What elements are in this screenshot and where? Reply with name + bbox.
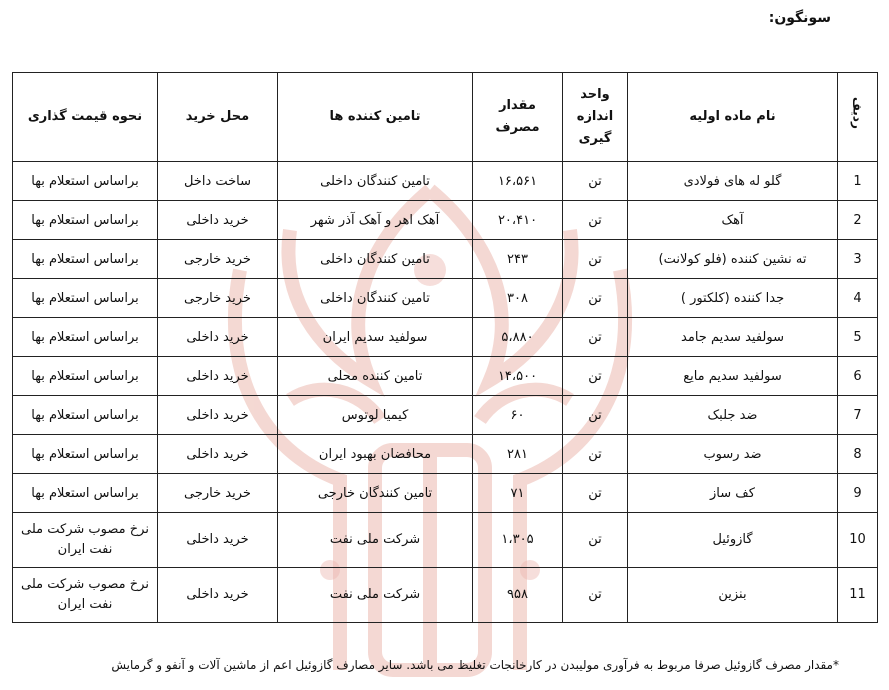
material-cell: سولفید سدیم مایع: [628, 357, 838, 396]
material-cell: آهک: [628, 201, 838, 240]
pricing-cell: براساس استعلام بها: [13, 396, 158, 435]
unit-cell: تن: [563, 568, 628, 623]
supplier-cell: محافضان بهبود ایران: [278, 435, 473, 474]
pricing-cell: نرخ مصوب شرکت ملی نفت ایران: [13, 513, 158, 568]
supplier-cell: تامین کنندگان داخلی: [278, 162, 473, 201]
table-row: [13, 279, 878, 318]
material-cell: ته نشین کننده (فلو کولانت): [628, 240, 838, 279]
unit-cell: تن: [563, 396, 628, 435]
material-cell: جدا کننده (کلکتور ): [628, 279, 838, 318]
unit-cell: تن: [563, 201, 628, 240]
unit-cell: تن: [563, 474, 628, 513]
row-number-cell: 5: [838, 318, 878, 357]
supplier-cell: شرکت ملی نفت: [278, 513, 473, 568]
header-row-number: ردیف: [838, 73, 878, 162]
table-row: [13, 240, 878, 279]
amount-cell: ۶۰: [473, 396, 563, 435]
table-row: [13, 435, 878, 474]
material-cell: گلو له های فولادی: [628, 162, 838, 201]
table-row: [13, 474, 878, 513]
material-cell: کف ساز: [628, 474, 838, 513]
unit-cell: تن: [563, 513, 628, 568]
place-cell: خرید داخلی: [158, 357, 278, 396]
amount-cell: ۱۶،۵۶۱: [473, 162, 563, 201]
pricing-cell: براساس استعلام بها: [13, 357, 158, 396]
pricing-cell: براساس استعلام بها: [13, 474, 158, 513]
supplier-cell: کیمیا لوتوس: [278, 396, 473, 435]
row-number-cell: 2: [838, 201, 878, 240]
amount-cell: ۷۱: [473, 474, 563, 513]
material-cell: بنزین: [628, 568, 838, 623]
unit-cell: تن: [563, 357, 628, 396]
amount-cell: ۲۸۱: [473, 435, 563, 474]
amount-cell: ۵،۸۸۰: [473, 318, 563, 357]
amount-cell: ۱۴،۵۰۰: [473, 357, 563, 396]
table-row: [13, 357, 878, 396]
material-cell: ضد جلبک: [628, 396, 838, 435]
header-pricing: نحوه قیمت گذاری: [13, 73, 158, 162]
table-row: [13, 568, 878, 623]
pricing-cell: براساس استعلام بها: [13, 162, 158, 201]
place-cell: خرید داخلی: [158, 568, 278, 623]
amount-cell: ۲۴۳: [473, 240, 563, 279]
header-place: محل خرید: [158, 73, 278, 162]
place-cell: خرید داخلی: [158, 201, 278, 240]
unit-cell: تن: [563, 318, 628, 357]
table-row: [13, 201, 878, 240]
unit-cell: تن: [563, 279, 628, 318]
amount-cell: ۹۵۸: [473, 568, 563, 623]
row-number-cell: 1: [838, 162, 878, 201]
supplier-cell: شرکت ملی نفت: [278, 568, 473, 623]
pricing-cell: براساس استعلام بها: [13, 240, 158, 279]
row-number-cell: 11: [838, 568, 878, 623]
place-cell: خرید داخلی: [158, 318, 278, 357]
row-number-cell: 10: [838, 513, 878, 568]
pricing-cell: براساس استعلام بها: [13, 201, 158, 240]
pricing-cell: براساس استعلام بها: [13, 435, 158, 474]
supplier-cell: تامین کنندگان خارجی: [278, 474, 473, 513]
supplier-cell: تامین کننده محلی: [278, 357, 473, 396]
place-cell: خرید داخلی: [158, 435, 278, 474]
pricing-cell: براساس استعلام بها: [13, 318, 158, 357]
amount-cell: ۱،۳۰۵: [473, 513, 563, 568]
pricing-cell: نرخ مصوب شرکت ملی نفت ایران: [13, 568, 158, 623]
material-cell: سولفید سدیم جامد: [628, 318, 838, 357]
supplier-cell: آهک اهر و آهک آذر شهر: [278, 201, 473, 240]
footnote: *مقدار مصرف گازوئیل صرفا مربوط به فرآوری مولیبدن در کارخانجات تغلیظ می باشد. سایر مصارف گازوئیل اعم از ماشین آلات و آنفو و گرمایش: [111, 658, 839, 672]
place-cell: خرید خارجی: [158, 279, 278, 318]
row-number-cell: 8: [838, 435, 878, 474]
amount-cell: ۲۰،۴۱۰: [473, 201, 563, 240]
row-number-cell: 7: [838, 396, 878, 435]
row-number-cell: 9: [838, 474, 878, 513]
place-cell: خرید خارجی: [158, 474, 278, 513]
unit-cell: تن: [563, 240, 628, 279]
material-cell: گازوئیل: [628, 513, 838, 568]
row-number-cell: 4: [838, 279, 878, 318]
unit-cell: تن: [563, 435, 628, 474]
table-row: [13, 513, 878, 568]
header-amount: مقدار مصرف: [473, 73, 563, 162]
row-number-cell: 3: [838, 240, 878, 279]
table-header-row: [13, 73, 878, 162]
table-row: [13, 162, 878, 201]
unit-cell: تن: [563, 162, 628, 201]
place-cell: خرید خارجی: [158, 240, 278, 279]
page-title: سونگون:: [768, 10, 831, 26]
place-cell: خرید داخلی: [158, 513, 278, 568]
table-row: [13, 318, 878, 357]
pricing-cell: براساس استعلام بها: [13, 279, 158, 318]
materials-table: [12, 72, 878, 623]
header-material: نام ماده اولیه: [628, 73, 838, 162]
table-row: [13, 396, 878, 435]
header-unit: واحد اندازه گیری: [563, 73, 628, 162]
material-cell: ضد رسوب: [628, 435, 838, 474]
place-cell: ساخت داخل: [158, 162, 278, 201]
place-cell: خرید داخلی: [158, 396, 278, 435]
supplier-cell: تامین کنندگان داخلی: [278, 279, 473, 318]
supplier-cell: تامین کنندگان داخلی: [278, 240, 473, 279]
amount-cell: ۳۰۸: [473, 279, 563, 318]
supplier-cell: سولفید سدیم ایران: [278, 318, 473, 357]
row-number-cell: 6: [838, 357, 878, 396]
table-body: [13, 162, 878, 623]
header-supplier: تامین کننده ها: [278, 73, 473, 162]
